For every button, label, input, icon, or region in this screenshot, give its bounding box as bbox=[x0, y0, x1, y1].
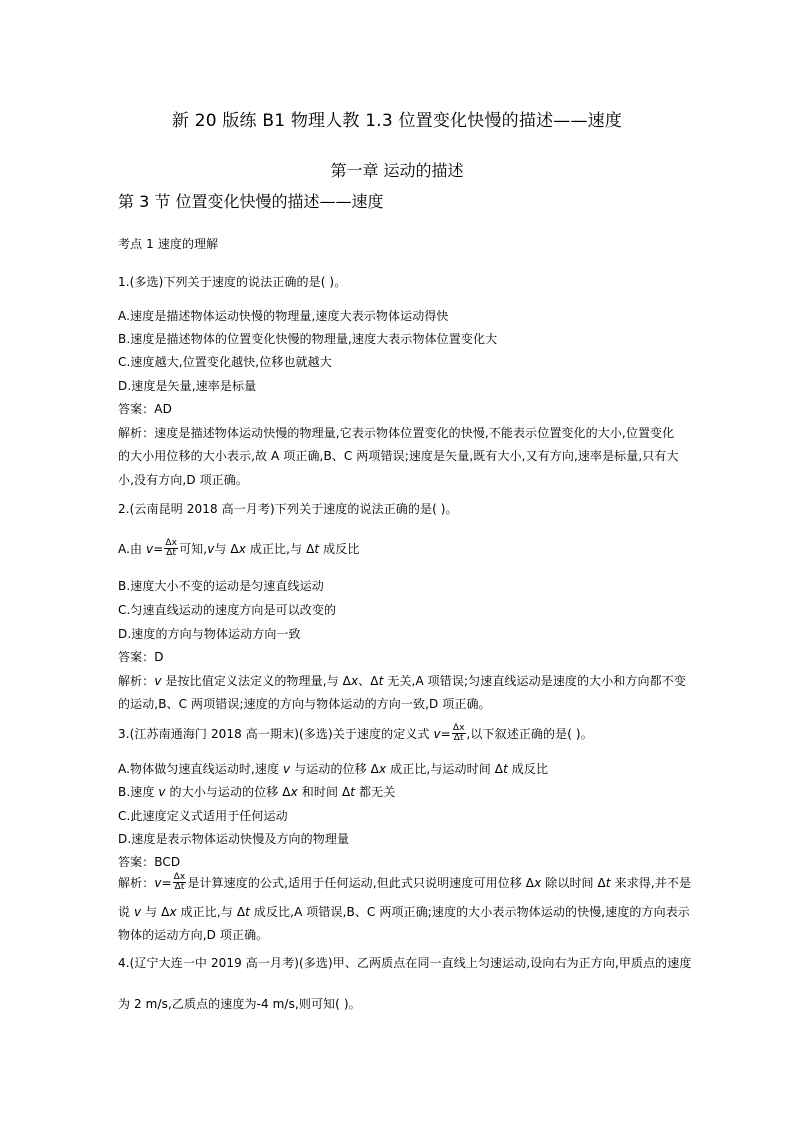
q2-exp-v: v bbox=[154, 674, 162, 688]
q2-exp-text2: 、Δ bbox=[358, 674, 379, 688]
q3-exp-text1: 是计算速度的公式,适用于任何运动,但此式只说明速度可用位移 Δ bbox=[187, 876, 535, 890]
q2-a-text4: 成反比 bbox=[319, 542, 360, 556]
q3-exp2-text2: 成正比,与 Δ bbox=[176, 905, 246, 919]
q2-exp-text3: 无关,A 项错误;匀速直线运动是速度的大小和方向都不变 bbox=[383, 674, 686, 688]
q3-a-suffix: 成反比 bbox=[507, 762, 549, 776]
q2-exp-x: x bbox=[350, 674, 359, 688]
q2-a-v: v bbox=[146, 542, 154, 556]
q1-answer: 答案：AD bbox=[118, 402, 172, 416]
q1-stem: 1.(多选)下列关于速度的说法正确的是( )。 bbox=[118, 275, 347, 289]
q3-exp2-x: x bbox=[169, 905, 177, 919]
q1-option-d: D.速度是矢量,速率是标量 bbox=[118, 379, 257, 393]
q3-option-d: D.速度是表示物体运动快慢及方向的物理量 bbox=[118, 832, 350, 846]
q3-a-prefix: A.物体做匀速直线运动时,速度 bbox=[118, 762, 284, 776]
document-title: 新 20 版练 B1 物理人教 1.3 位置变化快慢的描述——速度 bbox=[171, 111, 623, 131]
q3-stem-fraction bbox=[452, 724, 466, 743]
q3-stem-prefix: 3.(江苏南通海门 2018 高一期末)(多选)关于速度的定义式 bbox=[118, 727, 434, 741]
q1-option-b: B.速度是描述物体的位置变化快慢的物理量,速度大表示物体位置变化大 bbox=[118, 332, 498, 346]
q3-a-x: x bbox=[379, 762, 387, 776]
q2-stem: 2.(云南昆明 2018 高一月考)下列关于速度的说法正确的是( )。 bbox=[118, 502, 458, 516]
q3-option-b bbox=[118, 783, 395, 800]
q1-option-c: C.速度越大,位置变化越快,位移也就越大 bbox=[118, 355, 332, 369]
q3-exp2-text1: 与 Δ bbox=[141, 905, 170, 919]
q3-exp-text2: 除以时间 Δ bbox=[541, 876, 606, 890]
q3-exp-fraction bbox=[173, 873, 187, 892]
q3-stem-v: v bbox=[433, 727, 441, 741]
q3-b-x: x bbox=[290, 785, 298, 799]
q2-a-v2: v bbox=[207, 542, 215, 556]
q3-a-v: v bbox=[283, 762, 291, 776]
q2-exp-t: t bbox=[378, 674, 384, 688]
q2-option-c: C.匀速直线运动的速度方向是可以改变的 bbox=[118, 603, 337, 617]
q1-explanation-line1: 解析：速度是描述物体运动快慢的物理量,它表示物体位置变化的快慢,不能表示位置变化的大小,位置变化 bbox=[118, 426, 675, 440]
q2-a-text1: 可知, bbox=[179, 542, 208, 556]
q3-b-text1: 的大小与运动的位移 Δ bbox=[165, 785, 291, 799]
fraction-numerator: Δx bbox=[452, 723, 465, 733]
q2-a-text3: 成正比,与 Δ bbox=[245, 542, 315, 556]
q2-a-equals: = bbox=[153, 542, 164, 556]
q3-explanation-line3: 物体的运动方向,D 项正确。 bbox=[118, 928, 269, 942]
q2-option-a bbox=[118, 540, 359, 559]
q1-explanation-line3: 小,没有方向,D 项正确。 bbox=[118, 473, 248, 487]
q2-a-text2: 与 Δ bbox=[214, 542, 239, 556]
q3-explanation-line2 bbox=[118, 903, 690, 920]
topic-heading: 考点 1 速度的理解 bbox=[118, 237, 219, 251]
q3-exp2-v: v bbox=[134, 905, 142, 919]
q3-stem bbox=[118, 725, 593, 744]
q3-exp-text3: 来求得,并不是 bbox=[610, 876, 692, 890]
q2-answer: 答案：D bbox=[118, 650, 164, 664]
q4-stem-line1: 4.(辽宁大连一中 2019 高一月考)(多选)甲、乙两质点在同一直线上匀速运动,设向右为正方向,甲质点的速度 bbox=[118, 956, 692, 970]
q3-b-suffix: 都无关 bbox=[355, 785, 396, 799]
q3-exp2-text3: 成反比,A 项错误,B、C 两项正确;速度的大小表示物体运动的快慢,速度的方向表示 bbox=[249, 905, 690, 919]
q3-exp-t: t bbox=[605, 876, 611, 890]
q3-stem-suffix: ,以下叙述正确的是( )。 bbox=[466, 727, 593, 741]
q3-exp-prefix: 解析： bbox=[118, 876, 155, 890]
chapter-heading: 第一章 运动的描述 bbox=[330, 161, 464, 180]
q2-explanation-line2: 的运动,B、C 两项错误;速度的方向与物体运动的方向一致,D 项正确。 bbox=[118, 697, 491, 711]
q4-stem-line2: 为 2 m/s,乙质点的速度为-4 m/s,则可知( )。 bbox=[118, 997, 361, 1011]
q3-exp-v: v bbox=[154, 876, 162, 890]
q2-a-prefix: A.由 bbox=[118, 542, 147, 556]
q3-b-t: t bbox=[350, 785, 356, 799]
q2-option-b: B.速度大小不变的运动是匀速直线运动 bbox=[118, 579, 324, 593]
q2-a-fraction bbox=[164, 539, 178, 558]
q3-a-text2: 成正比,与运动时间 Δ bbox=[386, 762, 504, 776]
fraction-numerator: Δx bbox=[165, 538, 178, 548]
q1-explanation-line2: 的大小用位移的大小表示,故 A 项正确,B、C 两项错误;速度是矢量,既有大小,又有方向,速率是标量,只有大 bbox=[118, 449, 679, 463]
q2-option-d: D.速度的方向与物体运动方向一致 bbox=[118, 627, 301, 641]
q3-stem-equals: = bbox=[440, 727, 451, 741]
q3-exp2-prefix: 说 bbox=[118, 905, 135, 919]
q3-answer: 答案：BCD bbox=[118, 855, 181, 869]
fraction-denominator: Δt bbox=[453, 733, 464, 743]
q3-b-text2: 和时间 Δ bbox=[297, 785, 351, 799]
q3-explanation-line1 bbox=[118, 874, 691, 893]
q3-b-v: v bbox=[158, 785, 166, 799]
q2-exp-text1: 是按比值定义法定义的物理量,与 Δ bbox=[161, 674, 351, 688]
q3-a-t: t bbox=[503, 762, 508, 776]
q2-a-x: x bbox=[238, 542, 246, 556]
q1-option-a: A.速度是描述物体运动快慢的物理量,速度大表示物体运动得快 bbox=[118, 309, 449, 323]
fraction-numerator: Δx bbox=[173, 872, 186, 882]
q3-a-text1: 与运动的位移 Δ bbox=[290, 762, 379, 776]
q3-exp2-t: t bbox=[245, 905, 250, 919]
q2-explanation-line1 bbox=[118, 672, 686, 689]
section-heading: 第 3 节 位置变化快慢的描述——速度 bbox=[118, 192, 384, 211]
q2-exp-prefix: 解析： bbox=[118, 674, 155, 688]
q2-a-t: t bbox=[314, 542, 320, 556]
fraction-denominator: Δt bbox=[166, 548, 177, 558]
q3-option-c: C.此速度定义式适用于任何运动 bbox=[118, 809, 288, 823]
q3-option-a bbox=[118, 760, 548, 777]
q3-exp-equals: = bbox=[161, 876, 172, 890]
fraction-denominator: Δt bbox=[174, 882, 185, 892]
q3-b-prefix: B.速度 bbox=[118, 785, 159, 799]
q3-exp-x: x bbox=[534, 876, 542, 890]
